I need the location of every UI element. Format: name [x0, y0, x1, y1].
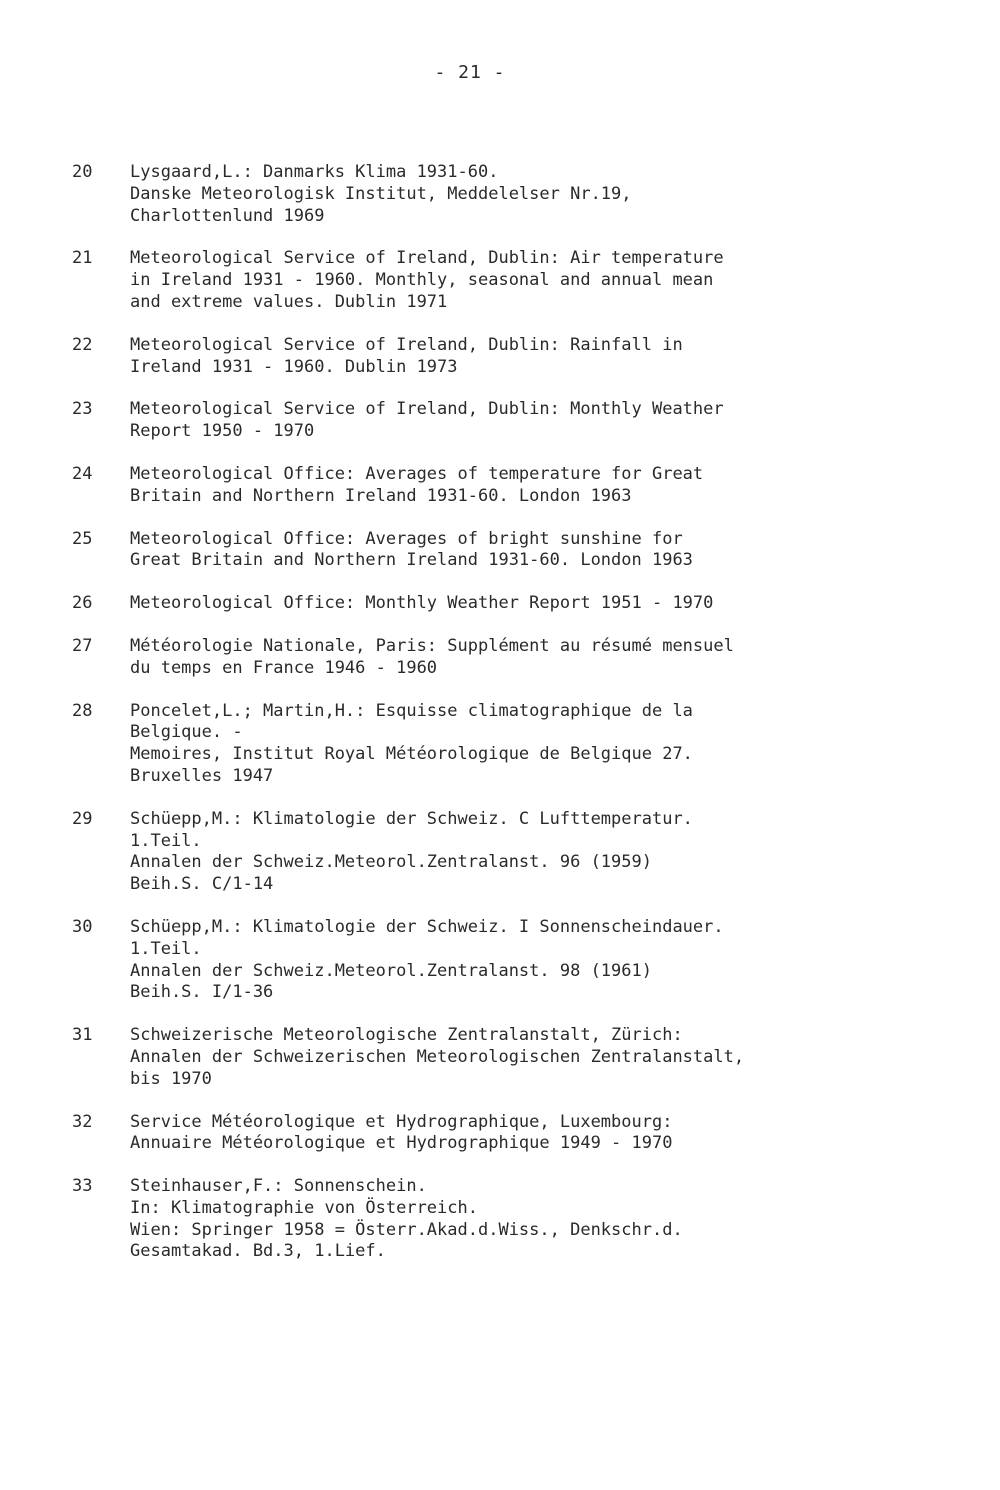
reference-list — [72, 162, 872, 1284]
reference-text — [130, 593, 872, 615]
reference-line: Schüepp,M.: Klimatologie der Schweiz. C Lufttemperatur. — [130, 808, 693, 829]
reference-line: Meteorological Service of Ireland, Dublin: Monthly Weather — [130, 399, 724, 420]
reference-line: Beih.S. I/1-36 — [130, 982, 274, 1003]
reference-number: 33 — [72, 1176, 93, 1197]
reference-text — [130, 464, 872, 508]
reference-line: Charlottenlund 1969 — [130, 205, 325, 226]
reference-entry — [72, 1176, 872, 1263]
reference-number: 20 — [72, 162, 93, 182]
reference-line: Bruxelles 1947 — [130, 765, 274, 786]
reference-line: Météorologie Nationale, Paris: Supplément au résumé mensuel — [130, 635, 734, 656]
reference-text — [130, 636, 872, 680]
reference-entry — [72, 1112, 872, 1156]
reference-text — [130, 162, 872, 227]
reference-entry — [72, 636, 872, 680]
reference-line: Schweizerische Meteorologische Zentralanstalt, Zürich: — [130, 1025, 683, 1046]
reference-line: Service Météorologique et Hydrographique, Luxembourg: — [130, 1111, 673, 1132]
reference-line: Meteorological Office: Averages of temperature for Great — [130, 463, 704, 484]
reference-line: Wien: Springer 1958 = Österr.Akad.d.Wiss., Denkschr.d. — [130, 1219, 683, 1240]
reference-line: Gesamtakad. Bd.3, 1.Lief. — [130, 1241, 386, 1262]
reference-entry — [72, 162, 872, 227]
reference-line: Beih.S. C/1-14 — [130, 874, 274, 895]
reference-line: Meteorological Service of Ireland, Dublin: Air temperature — [130, 248, 724, 269]
reference-text — [130, 1112, 872, 1156]
reference-line: Annalen der Schweizerischen Meteorologischen Zentralanstalt, — [130, 1046, 745, 1067]
reference-line: In: Klimatographie von Österreich. — [130, 1197, 478, 1218]
reference-text — [130, 701, 872, 788]
reference-entry — [72, 1025, 872, 1090]
reference-entry — [72, 917, 872, 1004]
reference-number: 21 — [72, 248, 93, 269]
reference-line: 1.Teil. — [130, 938, 202, 959]
reference-number: 32 — [72, 1111, 93, 1132]
reference-line: Meteorological Office: Averages of bright sunshine for — [130, 528, 683, 549]
reference-number: 31 — [72, 1025, 93, 1046]
reference-number: 28 — [72, 700, 93, 721]
reference-text — [130, 917, 872, 1004]
reference-line: Annalen der Schweiz.Meteorol.Zentralanst. 98 (1961) — [130, 960, 652, 981]
reference-line: in Ireland 1931 - 1960. Monthly, seasonal and annual mean — [130, 270, 714, 291]
reference-number: 30 — [72, 916, 93, 937]
reference-text — [130, 1025, 872, 1090]
reference-entry — [72, 529, 872, 573]
reference-number: 27 — [72, 635, 93, 656]
reference-line: Schüepp,M.: Klimatologie der Schweiz. I Sonnenscheindauer. — [130, 916, 724, 937]
reference-entry — [72, 335, 872, 379]
reference-entry — [72, 701, 872, 788]
reference-line: Meteorological Office: Monthly Weather Report 1951 - 1970 — [130, 593, 714, 614]
reference-line: Annuaire Météorologique et Hydrographique 1949 - 1970 — [130, 1133, 673, 1154]
reference-line: Ireland 1931 - 1960. Dublin 1973 — [130, 356, 458, 377]
reference-entry — [72, 399, 872, 443]
reference-line: Annalen der Schweiz.Meteorol.Zentralanst. 96 (1959) — [130, 852, 652, 873]
reference-text — [130, 1176, 872, 1263]
reference-line: Lysgaard,L.: Danmarks Klima 1931-60. — [130, 162, 499, 182]
reference-line: Meteorological Service of Ireland, Dublin: Rainfall in — [130, 334, 683, 355]
reference-line: du temps en France 1946 - 1960 — [130, 657, 438, 678]
reference-line: Belgique. - — [130, 722, 243, 743]
reference-entry — [72, 809, 872, 896]
reference-line: Danske Meteorologisk Institut, Meddelelser Nr.19, — [130, 183, 632, 204]
reference-number: 26 — [72, 593, 93, 614]
reference-text — [130, 335, 872, 379]
reference-number: 29 — [72, 808, 93, 829]
reference-number: 23 — [72, 399, 93, 420]
reference-line: Steinhauser,F.: Sonnenschein. — [130, 1176, 427, 1197]
reference-number: 25 — [72, 528, 93, 549]
reference-line: Poncelet,L.; Martin,H.: Esquisse climatographique de la — [130, 700, 693, 721]
reference-text — [130, 529, 872, 573]
reference-line: 1.Teil. — [130, 830, 202, 851]
reference-line: Great Britain and Northern Ireland 1931-60. London 1963 — [130, 550, 693, 571]
reference-line: bis 1970 — [130, 1068, 212, 1089]
reference-text — [130, 399, 872, 443]
reference-entry — [72, 464, 872, 508]
reference-line: Report 1950 - 1970 — [130, 421, 315, 442]
reference-line: and extreme values. Dublin 1971 — [130, 291, 448, 312]
reference-text — [130, 809, 872, 896]
reference-line: Britain and Northern Ireland 1931-60. London 1963 — [130, 485, 632, 506]
reference-line: Memoires, Institut Royal Météorologique de Belgique 27. — [130, 744, 693, 765]
reference-number: 22 — [72, 334, 93, 355]
reference-text — [130, 248, 872, 313]
page-number: - 21 - — [434, 62, 506, 83]
reference-number: 24 — [72, 463, 93, 484]
reference-entry — [72, 248, 872, 313]
reference-entry — [72, 593, 872, 615]
